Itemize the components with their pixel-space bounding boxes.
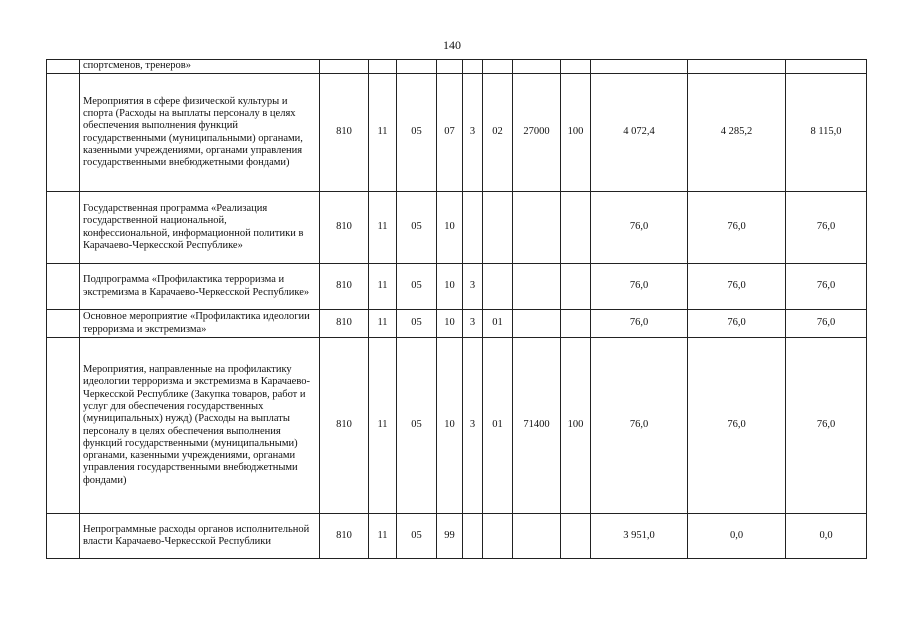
direction-cell: 27000 [513,74,561,192]
row-name: Мероприятия, направленные на профилактику идеологии терроризма и экстремизма в Карачаево-Черкесской Республике (Закупка товаров, работ и услуг для обеспечения государственных (муниципальных) нужд) (Расходы на выплаты персоналу в целях обеспечения выполнения функций государственными (муниципальными) органами, казенными учреждениями, органами управления государственными внебюджетными фондами) [80,338,320,514]
expense-type-cell [561,264,591,310]
subprogram-cell: 3 [463,338,483,514]
direction-cell [513,264,561,310]
index-cell [47,264,80,310]
page-number: 140 [443,38,461,52]
code-cell: 810 [320,514,369,559]
index-cell [47,60,80,74]
amount-2-cell: 76,0 [688,338,786,514]
subsection-cell [397,60,437,74]
table-row [47,192,867,264]
direction-cell [513,310,561,338]
code-cell: 810 [320,338,369,514]
section-cell: 11 [369,74,397,192]
code-cell [320,60,369,74]
code-cell: 810 [320,264,369,310]
amount-2-cell: 4 285,2 [688,74,786,192]
amount-3-cell: 8 115,0 [786,74,867,192]
program-cell: 10 [437,264,463,310]
amount-3-cell: 0,0 [786,514,867,559]
amount-2-cell: 76,0 [688,192,786,264]
amount-1-cell: 76,0 [591,264,688,310]
program-cell [437,60,463,74]
row-name: Подпрограмма «Профилактика терроризма и экстремизма в Карачаево-Черкесской Республике» [80,264,320,310]
direction-cell [513,192,561,264]
subprogram-cell: 3 [463,310,483,338]
section-cell: 11 [369,192,397,264]
event-cell [483,60,513,74]
subprogram-cell [463,60,483,74]
code-cell: 810 [320,192,369,264]
expense-type-cell [561,60,591,74]
row-name: Государственная программа «Реализация государственной национальной, конфессиональной, информационной политики в Карачаево-Черкесской Республике» [80,192,320,264]
subsection-cell: 05 [397,338,437,514]
amount-3-cell: 76,0 [786,338,867,514]
amount-1-cell: 76,0 [591,192,688,264]
index-cell [47,310,80,338]
program-cell: 10 [437,192,463,264]
table-row [47,338,867,514]
code-cell: 810 [320,310,369,338]
amount-3-cell: 76,0 [786,192,867,264]
section-cell: 11 [369,514,397,559]
subsection-cell: 05 [397,74,437,192]
subsection-cell: 05 [397,264,437,310]
event-cell: 01 [483,310,513,338]
amount-1-cell [591,60,688,74]
program-cell: 10 [437,310,463,338]
amount-3-cell [786,60,867,74]
subsection-cell: 05 [397,192,437,264]
row-name: Основное мероприятие «Профилактика идеологии терроризма и экстремизма» [80,310,320,338]
table-row [47,264,867,310]
row-name: спортсменов, тренеров» [80,60,320,74]
budget-table [46,59,867,559]
subprogram-cell: 3 [463,264,483,310]
event-cell [483,514,513,559]
expense-type-cell: 100 [561,338,591,514]
expense-type-cell [561,514,591,559]
index-cell [47,192,80,264]
amount-2-cell: 76,0 [688,264,786,310]
event-cell [483,192,513,264]
program-cell: 07 [437,74,463,192]
subsection-cell: 05 [397,514,437,559]
expense-type-cell [561,192,591,264]
amount-3-cell: 76,0 [786,264,867,310]
amount-2-cell: 76,0 [688,310,786,338]
index-cell [47,338,80,514]
event-cell: 01 [483,338,513,514]
event-cell [483,264,513,310]
subprogram-cell [463,192,483,264]
amount-2-cell: 0,0 [688,514,786,559]
section-cell: 11 [369,264,397,310]
amount-2-cell [688,60,786,74]
program-cell: 10 [437,338,463,514]
section-cell [369,60,397,74]
subsection-cell: 05 [397,310,437,338]
direction-cell [513,60,561,74]
program-cell: 99 [437,514,463,559]
index-cell [47,74,80,192]
direction-cell: 71400 [513,338,561,514]
amount-3-cell: 76,0 [786,310,867,338]
code-cell: 810 [320,74,369,192]
row-name: Непрограммные расходы органов исполнительной власти Карачаево-Черкесской Республики [80,514,320,559]
table-row [47,60,867,74]
subprogram-cell [463,514,483,559]
amount-1-cell: 76,0 [591,310,688,338]
expense-type-cell [561,310,591,338]
section-cell: 11 [369,338,397,514]
direction-cell [513,514,561,559]
amount-1-cell: 4 072,4 [591,74,688,192]
table-row [47,310,867,338]
expense-type-cell: 100 [561,74,591,192]
amount-1-cell: 76,0 [591,338,688,514]
table-row [47,514,867,559]
section-cell: 11 [369,310,397,338]
subprogram-cell: 3 [463,74,483,192]
row-name: Мероприятия в сфере физической культуры и спорта (Расходы на выплаты персоналу в целях обеспечения выполнения функций государственными (муниципальными) органами, казенными учреждениями, органами управления государственными внебюджетными фондами) [80,74,320,192]
amount-1-cell: 3 951,0 [591,514,688,559]
table-row [47,74,867,192]
event-cell: 02 [483,74,513,192]
index-cell [47,514,80,559]
